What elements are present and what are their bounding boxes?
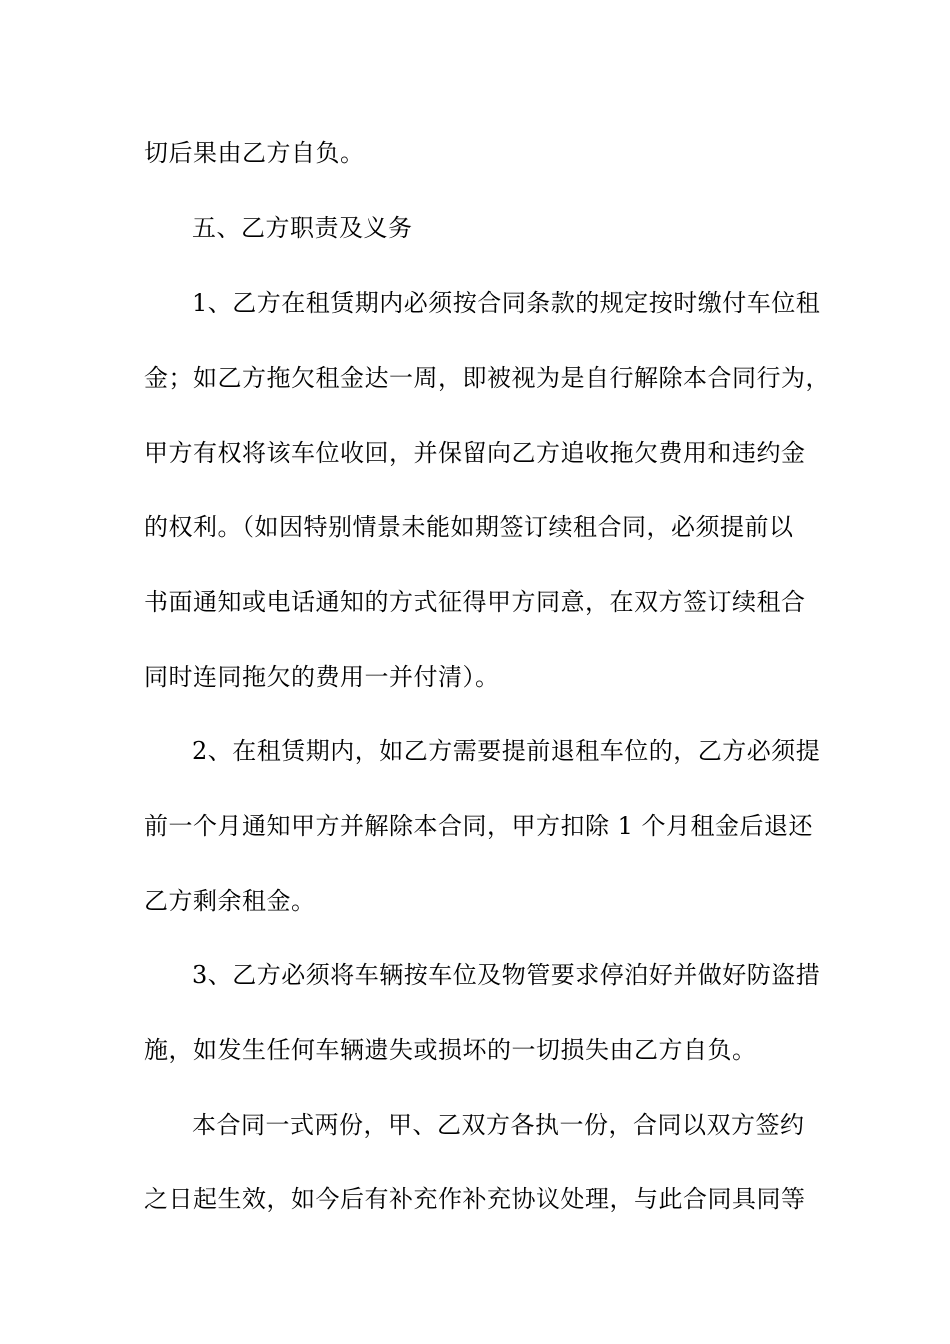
text-line: 1、乙方在租赁期内必须按合同条款的规定按时缴付车位租 [192, 289, 821, 317]
section-heading: 五、乙方职责及义务 [192, 214, 413, 242]
text-line: 金；如乙方拖欠租金达一周，即被视为是自行解除本合同行为， [144, 364, 830, 392]
text-line: 2、在租赁期内，如乙方需要提前退租车位的，乙方必须提 [192, 737, 821, 765]
text-line: 3、乙方必须将车辆按车位及物管要求停泊好并做好防盗措 [192, 961, 821, 989]
text-line: 书面通知或电话通知的方式征得甲方同意，在双方签订续租合 [144, 588, 806, 616]
text-line: 甲方有权将该车位收回，并保留向乙方追收拖欠费用和违约金 [144, 439, 806, 467]
text-line: 之日起生效，如今后有补充作补充协议处理，与此合同具同等 [144, 1185, 806, 1213]
text-line: 施，如发生任何车辆遗失或损坏的一切损失由乙方自负。 [144, 1036, 757, 1064]
text-line: 本合同一式两份，甲、乙双方各执一份，合同以双方签约 [192, 1111, 805, 1139]
text-line: 前一个月通知甲方并解除本合同，甲方扣除 1 个月租金后退还 [144, 812, 814, 840]
text-line: 切后果由乙方自负。 [144, 139, 365, 167]
text-line: 的权利。（如因特别情景未能如期签订续租合同，必须提前以 [144, 513, 794, 541]
text-line: 乙方剩余租金。 [144, 887, 316, 915]
text-line: 同时连同拖欠的费用一并付清）。 [144, 663, 500, 691]
